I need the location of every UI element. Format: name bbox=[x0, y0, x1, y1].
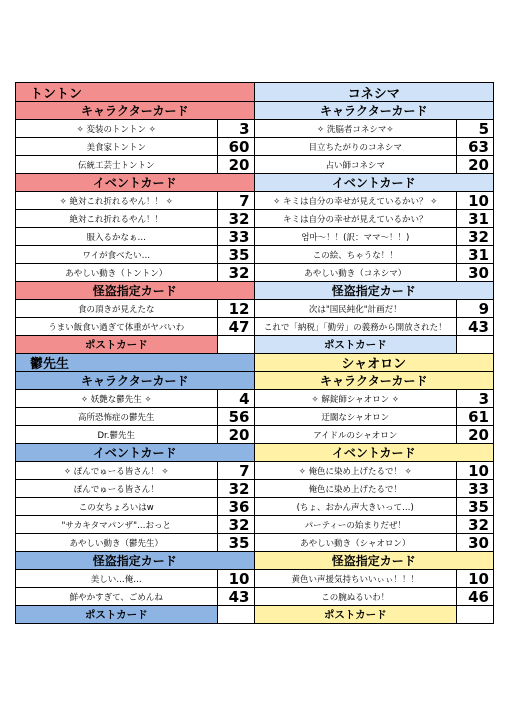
table-row bbox=[16, 227, 493, 245]
card-count: 35 bbox=[217, 246, 254, 263]
character-card-header: キャラクターカード bbox=[16, 372, 254, 389]
card-count: 35 bbox=[456, 498, 493, 515]
card-label: 엄마～！！(訳：ママ～！！) bbox=[301, 232, 410, 243]
table-row bbox=[16, 155, 493, 173]
postcard-label: ポストカード bbox=[255, 606, 457, 623]
table-row bbox=[16, 497, 493, 515]
card-label: アイドルのシャオロン bbox=[313, 430, 398, 441]
card-count: 10 bbox=[456, 462, 493, 479]
card-label: パーティーの始まりだぜ！ bbox=[304, 520, 406, 531]
character-name-shaoron: シャオロン bbox=[255, 354, 494, 371]
card-label: 食の頂きが見えたな bbox=[77, 304, 155, 315]
postcard-row bbox=[16, 335, 493, 353]
card-count: 32 bbox=[456, 228, 493, 245]
card-count: 32 bbox=[217, 516, 254, 533]
card-label: ✧ 妖艶な鬱先生 ✧ bbox=[80, 394, 152, 405]
card-count: 60 bbox=[217, 138, 254, 155]
card-count: 32 bbox=[217, 264, 254, 281]
card-label: 服入るかなぁ… bbox=[86, 232, 146, 243]
thief-card-header: 怪盗指定カード bbox=[16, 282, 254, 299]
category-header-row bbox=[16, 551, 493, 569]
character-name-utsu: 鬱先生 bbox=[16, 354, 254, 371]
card-count: 5 bbox=[456, 120, 493, 137]
category-header-row bbox=[16, 101, 493, 119]
card-count: 10 bbox=[456, 192, 493, 209]
card-label: 俺色に染め上げたるで！ bbox=[308, 484, 402, 495]
table-row bbox=[16, 407, 493, 425]
card-count: 31 bbox=[456, 246, 493, 263]
table-row bbox=[16, 461, 493, 479]
postcard-count bbox=[456, 336, 493, 353]
postcard-row bbox=[16, 605, 493, 623]
event-card-header: イベントカード bbox=[16, 174, 254, 191]
card-label: "サカキタマパンザ"…おっと bbox=[61, 520, 171, 531]
card-label: ✧ 洗脳者コネシマ✧ bbox=[317, 124, 394, 135]
table-row bbox=[16, 533, 493, 551]
table-row bbox=[16, 209, 493, 227]
card-label: うまい飯食い過ぎて体重がヤバいわ bbox=[48, 322, 185, 333]
card-count: 43 bbox=[217, 588, 254, 605]
table-row bbox=[16, 245, 493, 263]
event-card-header: イベントカード bbox=[255, 174, 494, 191]
card-count: 46 bbox=[456, 588, 493, 605]
event-card-header: イベントカード bbox=[16, 444, 254, 461]
card-label: 美しい…俺… bbox=[90, 574, 142, 585]
card-label: この女ちょろいはw bbox=[78, 502, 154, 513]
card-label: 黄色い声援気持ちいいぃぃ！！！ bbox=[291, 574, 419, 585]
card-label: 鮮やかすぎて、ごめんね bbox=[69, 592, 163, 603]
card-label: Dr.鬱先生 bbox=[97, 430, 135, 441]
character-card-header: キャラクターカード bbox=[255, 372, 494, 389]
card-label: ぽんでゅーる皆さん！ bbox=[73, 484, 159, 495]
postcard-count bbox=[217, 606, 254, 623]
table-row bbox=[16, 515, 493, 533]
card-count: 47 bbox=[217, 318, 254, 335]
card-count: 56 bbox=[217, 408, 254, 425]
table-row bbox=[16, 119, 493, 137]
card-count: 31 bbox=[456, 210, 493, 227]
card-label: 目立ちたがりのコネシマ bbox=[308, 142, 402, 153]
card-count: 63 bbox=[456, 138, 493, 155]
category-header-row bbox=[16, 173, 493, 191]
category-header-row bbox=[16, 443, 493, 461]
card-label: 占い師コネシマ bbox=[325, 160, 385, 171]
character-name-tonton: トントン bbox=[16, 83, 254, 101]
card-count: 61 bbox=[456, 408, 493, 425]
thief-card-header: 怪盗指定カード bbox=[255, 552, 494, 569]
card-count: 33 bbox=[217, 228, 254, 245]
table-row bbox=[16, 425, 493, 443]
card-count: 10 bbox=[217, 570, 254, 587]
card-label: この腕ぬるいわ！ bbox=[321, 592, 390, 603]
thief-card-header: 怪盗指定カード bbox=[255, 282, 494, 299]
category-header-row bbox=[16, 281, 493, 299]
card-count: 9 bbox=[456, 300, 493, 317]
character-name-row bbox=[16, 353, 493, 371]
card-count: 3 bbox=[217, 120, 254, 137]
card-count: 7 bbox=[217, 462, 254, 479]
card-count: 32 bbox=[217, 480, 254, 497]
card-label: あやしい動き（シャオロン） bbox=[300, 538, 411, 549]
character-card-header: キャラクターカード bbox=[16, 102, 254, 119]
card-count: 4 bbox=[217, 390, 254, 407]
card-label: ✧ 解錠師シャオロン ✧ bbox=[311, 394, 399, 405]
card-label: 迂闊なシャオロン bbox=[321, 412, 390, 423]
category-header-row bbox=[16, 371, 493, 389]
card-label: (ちょ、おかん声大きいって…) bbox=[296, 502, 414, 513]
card-label: ✧ ぽんでゅーる皆さん！ ✧ bbox=[63, 466, 169, 477]
card-count: 20 bbox=[456, 156, 493, 173]
card-label: ワイが食べたい… bbox=[82, 250, 151, 261]
card-count: 32 bbox=[456, 516, 493, 533]
card-count: 3 bbox=[456, 390, 493, 407]
character-name-row bbox=[16, 83, 493, 101]
card-label: あやしい動き（トントン） bbox=[65, 268, 168, 279]
card-count: 20 bbox=[456, 426, 493, 443]
card-count: 10 bbox=[456, 570, 493, 587]
card-label: ✧ 絶対これ折れるやん！！ ✧ bbox=[59, 196, 173, 207]
card-label: 美食家トントン bbox=[86, 142, 146, 153]
table-row bbox=[16, 587, 493, 605]
postcard-label: ポストカード bbox=[16, 336, 217, 353]
card-count: 43 bbox=[456, 318, 493, 335]
card-label: 伝統工芸士トントン bbox=[77, 160, 155, 171]
card-label: 次は"国民純化"計画だ！ bbox=[308, 304, 402, 315]
card-count: 7 bbox=[217, 192, 254, 209]
postcard-count bbox=[456, 606, 493, 623]
thief-card-header: 怪盗指定カード bbox=[16, 552, 254, 569]
card-count: 33 bbox=[456, 480, 493, 497]
card-count: 35 bbox=[217, 534, 254, 551]
table-row bbox=[16, 263, 493, 281]
postcard-count bbox=[217, 336, 254, 353]
event-card-header: イベントカード bbox=[255, 444, 494, 461]
card-label: キミは自分の幸せが見えているかい？ bbox=[282, 214, 428, 225]
card-count: 20 bbox=[217, 426, 254, 443]
card-count: 30 bbox=[456, 534, 493, 551]
table-row bbox=[16, 389, 493, 407]
character-card-header: キャラクターカード bbox=[255, 102, 494, 119]
card-label: 高所恐怖症の鬱先生 bbox=[77, 412, 155, 423]
card-label: ✧ 俺色に染め上げたるで！ ✧ bbox=[298, 466, 412, 477]
card-count: 12 bbox=[217, 300, 254, 317]
card-count: 36 bbox=[217, 498, 254, 515]
card-label: あやしい動き（コネシマ） bbox=[304, 268, 407, 279]
table-row bbox=[16, 191, 493, 209]
table-row bbox=[16, 317, 493, 335]
card-count: 32 bbox=[217, 210, 254, 227]
card-count-sheet bbox=[15, 82, 494, 624]
table-row bbox=[16, 137, 493, 155]
table-row bbox=[16, 479, 493, 497]
card-label: この絵、ちゃうな！！ bbox=[312, 250, 398, 261]
card-label: これで「納税」「勤労」の義務から開放された！ bbox=[263, 322, 447, 333]
character-name-conesima: コネシマ bbox=[255, 83, 494, 101]
card-label: あやしい動き（鬱先生） bbox=[69, 538, 163, 549]
card-label: ✧ 変装のトントン ✧ bbox=[76, 124, 156, 135]
postcard-label: ポストカード bbox=[255, 336, 457, 353]
postcard-label: ポストカード bbox=[16, 606, 217, 623]
card-count: 30 bbox=[456, 264, 493, 281]
card-count: 20 bbox=[217, 156, 254, 173]
card-label: 絶対これ折れるやん！！ bbox=[69, 214, 163, 225]
table-row bbox=[16, 299, 493, 317]
card-label: ✧ キミは自分の幸せが見えているかい？ ✧ bbox=[273, 196, 438, 207]
table-row bbox=[16, 569, 493, 587]
